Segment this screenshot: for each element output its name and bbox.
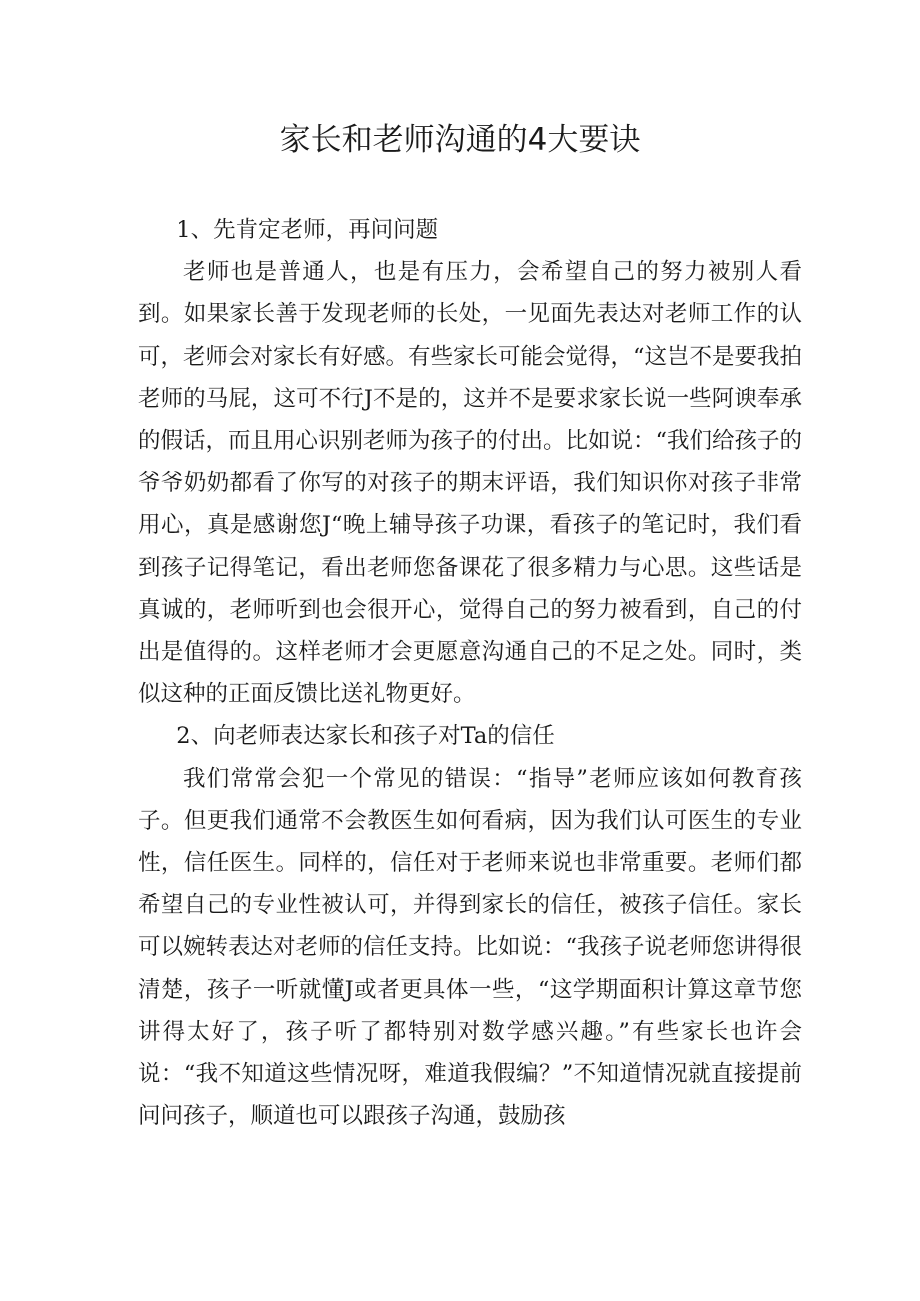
document-body (138, 209, 802, 1137)
body-paragraph-1: 老师也是普通人，也是有压力，会希望自己的努力被别人看到。如果家长善于发现老师的长处，一见面先表达对老师工作的认可，老师会对家长有好感。有些家长可能会觉得，“这岂不是要我拍老师的马屁，这可不行J不是的，这并不是要求家长说一些阿谀奉承的假话，而且用心识别老师为孩子的付出。比如说：“我们给孩子的爷爷奶奶都看了你写的对孩子的期末评语，我们知识你对孩子非常用心，真是感谢您J“晚上辅导孩子功课，看孩子的笔记时，我们看到孩子记得笔记，看出老师您备课花了很多精力与心思。这些话是真诚的，老师听到也会很开心，觉得自己的努力被看到，自己的付出是值得的。这样老师才会更愿意沟通自己的不足之处。同时，类似这种的正面反馈比送礼物更好。 (138, 259, 803, 708)
section-heading-1: 1、先肯定老师，再问问题 (176, 217, 439, 243)
document-title: 家长和老师沟通的4大要诀 (279, 122, 641, 158)
section-heading-2: 2、向老师表达家长和孩子对Ta的信任 (176, 723, 555, 750)
body-paragraph-2: 我们常常会犯一个常见的错误：“指导”老师应该如何教育孩子。但更我们通常不会教医生如何看病，因为我们认可医生的专业性，信任医生。同样的，信任对于老师来说也非常重要。老师们都希望自己的专业性被认可，并得到家长的信任，被孩子信任。家长可以婉转表达对老师的信任支持。比如说：“我孩子说老师您讲得很清楚，孩子一听就懂J或者更具体一些，“这学期面积计算这章节您讲得太好了，孩子听了都特别对数学感兴趣。”有些家长也许会说：“我不知道这些情况呀，难道我假编？”不知道情况就直接提前问问孩子，顺道也可以跟孩子沟通，鼓励孩 (138, 765, 803, 1130)
